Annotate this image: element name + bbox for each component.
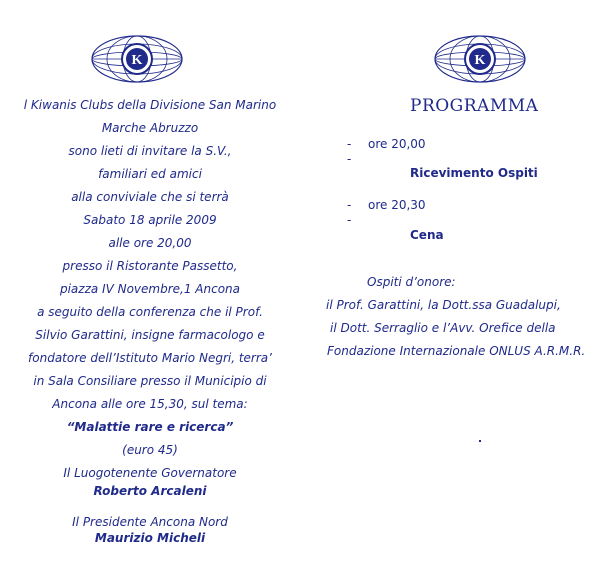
signer2-role: Il Presidente Ancona Nord (72, 515, 228, 529)
guests-heading: Ospiti d’onore: (367, 275, 456, 289)
invitation-date: Sabato 18 aprile 2009 (83, 213, 217, 227)
invitation-line: Silvio Garattini, insigne farmacologo e (35, 328, 265, 342)
invitation-line: l Kiwanis Clubs della Divisione San Marino (23, 98, 277, 112)
invitation-line: in Sala Consiliare presso il Municipio di (33, 374, 267, 388)
programma-event-1: Ricevimento Ospiti (410, 166, 538, 180)
invitation-line: a seguito della conferenza che il Prof. (37, 305, 263, 319)
signer1-name: Roberto Arcaleni (93, 484, 207, 498)
programma-event-2: Cena (410, 228, 444, 242)
dash: - (347, 152, 352, 166)
invitation-line: Marche Abruzzo (101, 121, 199, 135)
programma-time-1: ore 20,00 (368, 137, 426, 151)
invitation-line: alla conviviale che si terrà (71, 190, 229, 204)
invitation-line: presso il Ristorante Passetto, (62, 259, 238, 273)
svg-text:K: K (474, 53, 486, 68)
price: (euro 45) (122, 443, 178, 457)
programma-time-2: ore 20,30 (368, 198, 426, 212)
invitation-time: alle ore 20,00 (108, 236, 192, 250)
dash: - (347, 213, 352, 227)
signer1-role: Il Luogotenente Governatore (63, 466, 237, 480)
dash: - (347, 137, 352, 151)
guests-line: Fondazione Internazionale ONLUS A.R.M.R. (327, 344, 586, 358)
decorative-dot (479, 440, 481, 442)
invitation-line: sono lieti di invitare la S.V., (68, 144, 232, 158)
kiwanis-logo-right-icon (433, 33, 527, 85)
conference-topic: “Malattie rare e ricerca” (66, 420, 234, 434)
signer2-name: Maurizio Micheli (94, 531, 206, 545)
invitation-line: familiari ed amici (98, 167, 202, 181)
guests-line: il Dott. Serraglio e l’Avv. Orefice della (330, 321, 556, 335)
programma-title: PROGRAMMA (410, 96, 539, 116)
dash: - (347, 198, 352, 212)
guests-line: il Prof. Garattini, la Dott.ssa Guadalupi, (326, 298, 561, 312)
kiwanis-logo-left-icon (90, 33, 184, 85)
invitation-address: piazza IV Novembre,1 Ancona (59, 282, 241, 296)
svg-text:K: K (131, 53, 143, 68)
invitation-line: fondatore dell’Istituto Mario Negri, terra’ (28, 351, 272, 365)
invitation-line: Ancona alle ore 15,30, sul tema: (52, 397, 248, 411)
